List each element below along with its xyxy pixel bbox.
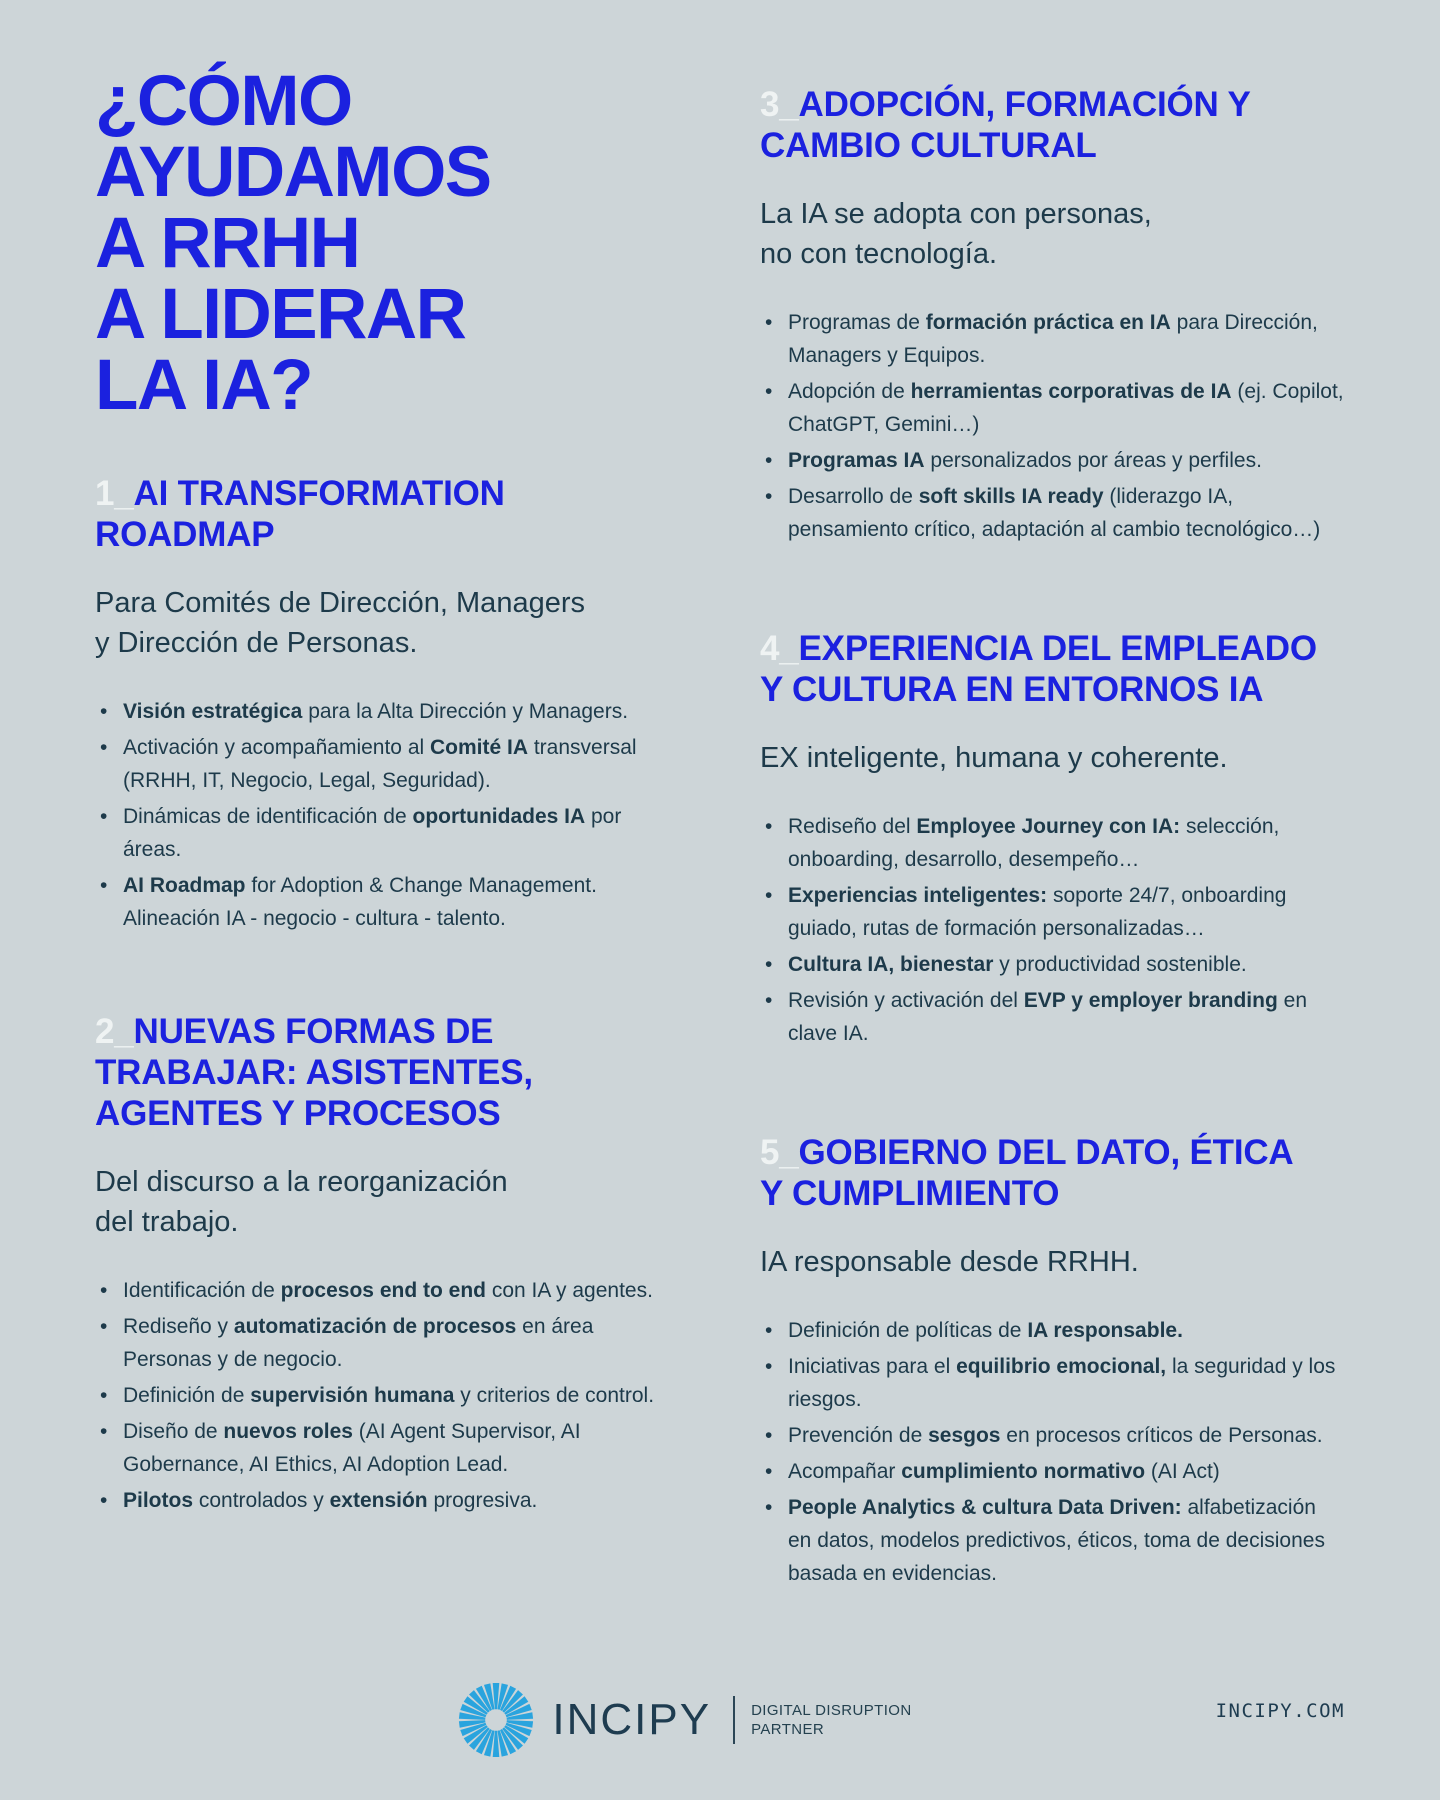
- text-segment: para la Alta Dirección y Managers.: [302, 700, 629, 723]
- left-column: [95, 0, 675, 1593]
- text-segment: selección, onboarding, desarrollo, desempeño…: [788, 815, 1280, 871]
- text-segment: Cultura IA, bienestar: [788, 953, 994, 976]
- text-segment: Diseño de: [123, 1420, 224, 1443]
- text-segment: Rediseño y: [123, 1315, 234, 1338]
- footer-divider: [733, 1696, 735, 1744]
- brand-tagline: [751, 1701, 912, 1739]
- page-title-line: A RRHH: [95, 204, 360, 283]
- section-heading: [760, 628, 1345, 710]
- page-title-line: ¿CÓMO: [95, 62, 352, 141]
- subtitle-line: EX inteligente, humana y coherente.: [760, 742, 1228, 774]
- text-segment: (liderazgo IA, pensamiento crítico, adaptación al cambio tecnológico…): [788, 485, 1321, 541]
- text-segment: en procesos críticos de Personas.: [1000, 1424, 1323, 1447]
- bullet-item: [95, 1415, 675, 1481]
- heading-line: 1_AI TRANSFORMATION: [95, 474, 505, 513]
- text-segment: Dinámicas de identificación de: [123, 805, 413, 828]
- section-number: 3_: [760, 85, 799, 124]
- text-segment: Identificación de: [123, 1279, 281, 1302]
- text-segment: para Dirección, Managers y Equipos.: [788, 311, 1318, 367]
- section-subtitle: [95, 1162, 675, 1242]
- text-segment: extensión: [329, 1489, 428, 1512]
- section-1: [95, 473, 675, 935]
- bullet-item: [95, 800, 675, 866]
- left-sections: [95, 473, 675, 1517]
- section-number: 5_: [760, 1133, 799, 1172]
- text-segment: supervisión humana: [250, 1384, 455, 1407]
- text-segment: Employee Journey con IA:: [916, 815, 1181, 838]
- section-number: 4_: [760, 629, 799, 668]
- page-title-line: AYUDAMOS: [95, 133, 491, 212]
- bullet-item: [95, 869, 675, 935]
- section-subtitle: [760, 1242, 1345, 1282]
- right-sections: [760, 84, 1345, 1590]
- text-segment: formación práctica en IA: [925, 311, 1171, 334]
- text-segment: Desarrollo de: [788, 485, 919, 508]
- bullet-item: [760, 1491, 1345, 1590]
- text-segment: (AI Act): [1145, 1460, 1220, 1483]
- section-3: [760, 84, 1345, 546]
- section-heading: [760, 84, 1345, 166]
- text-segment: sesgos: [928, 1424, 1001, 1447]
- text-segment: personalizados por áreas y perfiles.: [924, 449, 1262, 472]
- text-segment: oportunidades IA: [412, 805, 586, 828]
- heading-line: Y CULTURA EN ENTORNOS IA: [760, 670, 1264, 709]
- heading-line: 3_ADOPCIÓN, FORMACIÓN Y: [760, 85, 1251, 124]
- text-segment: Definición de: [123, 1384, 251, 1407]
- bullet-list: [95, 695, 675, 935]
- subtitle-line: La IA se adopta con personas,: [760, 198, 1152, 230]
- text-segment: Rediseño del: [788, 815, 917, 838]
- text-segment: Adopción de: [788, 380, 911, 403]
- heading-line: AGENTES Y PROCESOS: [95, 1094, 501, 1133]
- text-segment: Activación y acompañamiento al: [123, 736, 430, 759]
- text-segment: Experiencias inteligentes:: [788, 884, 1048, 907]
- text-segment: soporte 24/7, onboarding guiado, rutas de formación personalizadas…: [788, 884, 1287, 940]
- bullet-item: [760, 1419, 1345, 1452]
- heading-line: 2_NUEVAS FORMAS DE: [95, 1012, 494, 1051]
- bullet-list: [760, 306, 1345, 546]
- text-segment: Revisión y activación del: [788, 989, 1024, 1012]
- text-segment: cumplimiento normativo: [901, 1460, 1146, 1483]
- text-segment: y productividad sostenible.: [993, 953, 1247, 976]
- bullet-item: [760, 1455, 1345, 1488]
- page-title-line: LA IA?: [95, 346, 313, 425]
- heading-line: 4_EXPERIENCIA DEL EMPLEADO: [760, 629, 1317, 668]
- bullet-list: [760, 1314, 1345, 1590]
- text-segment: (ej. Copilot, ChatGPT, Gemini…): [788, 380, 1344, 436]
- bullet-item: [95, 1484, 675, 1517]
- heading-line: Y CUMPLIMIENTO: [760, 1174, 1060, 1213]
- text-segment: con IA y agentes.: [485, 1279, 653, 1302]
- subtitle-line: Del discurso a la reorganización: [95, 1166, 508, 1198]
- bullet-item: [760, 375, 1345, 441]
- section-heading: [95, 1011, 675, 1134]
- text-segment: Prevención de: [788, 1424, 929, 1447]
- brand-tagline-line1: DIGITAL DISRUPTION: [751, 1702, 912, 1719]
- text-segment: Comité IA: [430, 736, 529, 759]
- bullet-item: [95, 731, 675, 797]
- section-subtitle: [95, 583, 675, 663]
- text-segment: la seguridad y los riesgos.: [788, 1355, 1336, 1411]
- bullet-item: [760, 948, 1345, 981]
- heading-line: ROADMAP: [95, 515, 275, 554]
- text-segment: controlados y: [193, 1489, 330, 1512]
- text-segment: Acompañar: [788, 1460, 902, 1483]
- bullet-item: [95, 1379, 675, 1412]
- bullet-item: [760, 984, 1345, 1050]
- section-4: [760, 628, 1345, 1050]
- section-number: 2_: [95, 1012, 134, 1051]
- bullet-item: [760, 444, 1345, 477]
- heading-line: CAMBIO CULTURAL: [760, 126, 1097, 165]
- bullet-item: [760, 879, 1345, 945]
- text-segment: Programas IA: [788, 449, 925, 472]
- section-subtitle: [760, 738, 1345, 778]
- text-segment: Definición de políticas de: [788, 1319, 1028, 1342]
- page-title: [95, 62, 675, 425]
- text-segment: herramientas corporativas de IA: [910, 380, 1232, 403]
- text-segment: soft skills IA ready: [918, 485, 1104, 508]
- section-2: [95, 1011, 675, 1517]
- text-segment: alfabetización en datos, modelos predictivos, éticos, toma de decisiones basada en evidencias.: [788, 1496, 1325, 1585]
- website-url: INCIPY.COM: [1215, 1700, 1345, 1722]
- incipy-brand: [458, 1682, 911, 1758]
- bullet-item: [760, 306, 1345, 372]
- subtitle-line: Para Comités de Dirección, Managers: [95, 587, 585, 619]
- incipy-wordmark: INCIPY: [552, 1695, 712, 1744]
- sunburst-icon: [458, 1682, 534, 1758]
- section-5: [760, 1132, 1345, 1590]
- subtitle-line: del trabajo.: [95, 1206, 239, 1238]
- text-segment: for Adoption & Change Management. Alineación IA - negocio - cultura - talento.: [123, 874, 597, 930]
- section-heading: [760, 1132, 1345, 1214]
- text-segment: equilibrio emocional,: [956, 1355, 1167, 1378]
- bullet-list: [760, 810, 1345, 1050]
- bullet-item: [95, 695, 675, 728]
- text-segment: por áreas.: [123, 805, 622, 861]
- text-segment: procesos end to end: [280, 1279, 486, 1302]
- bullet-item: [760, 1314, 1345, 1347]
- bullet-item: [760, 480, 1345, 546]
- subtitle-line: y Dirección de Personas.: [95, 627, 418, 659]
- bullet-list: [95, 1274, 675, 1517]
- heading-line: TRABAJAR: ASISTENTES,: [95, 1053, 533, 1092]
- heading-line: 5_GOBIERNO DEL DATO, ÉTICA: [760, 1133, 1294, 1172]
- text-segment: progresiva.: [427, 1489, 538, 1512]
- text-segment: y criterios de control.: [454, 1384, 655, 1407]
- right-column: [760, 0, 1345, 1593]
- text-segment: AI Roadmap: [123, 874, 246, 897]
- text-segment: IA responsable.: [1027, 1319, 1183, 1342]
- text-segment: Programas de: [788, 311, 926, 334]
- text-segment: People Analytics & cultura Data Driven:: [788, 1496, 1182, 1519]
- text-segment: Pilotos: [123, 1489, 194, 1512]
- section-subtitle: [760, 194, 1345, 274]
- bullet-item: [760, 810, 1345, 876]
- bullet-item: [760, 1350, 1345, 1416]
- text-segment: en clave IA.: [788, 989, 1308, 1045]
- subtitle-line: no con tecnología.: [760, 238, 998, 270]
- bullet-item: [95, 1274, 675, 1307]
- text-segment: (AI Agent Supervisor, AI Gobernance, AI Ethics, AI Adoption Lead.: [123, 1420, 581, 1476]
- page-title-line: A LIDERAR: [95, 275, 466, 354]
- text-segment: transversal (RRHH, IT, Negocio, Legal, Seguridad).: [123, 736, 637, 792]
- text-segment: Visión estratégica: [123, 700, 303, 723]
- text-segment: EVP y employer branding: [1023, 989, 1278, 1012]
- section-heading: [95, 473, 675, 555]
- footer: [95, 1682, 1345, 1772]
- text-segment: en área Personas y de negocio.: [123, 1315, 594, 1371]
- section-number: 1_: [95, 474, 134, 513]
- text-segment: automatización de procesos: [233, 1315, 517, 1338]
- subtitle-line: IA responsable desde RRHH.: [760, 1246, 1139, 1278]
- text-segment: Iniciativas para el: [788, 1355, 957, 1378]
- brand-tagline-line2: PARTNER: [751, 1721, 825, 1738]
- bullet-item: [95, 1310, 675, 1376]
- text-segment: nuevos roles: [223, 1420, 353, 1443]
